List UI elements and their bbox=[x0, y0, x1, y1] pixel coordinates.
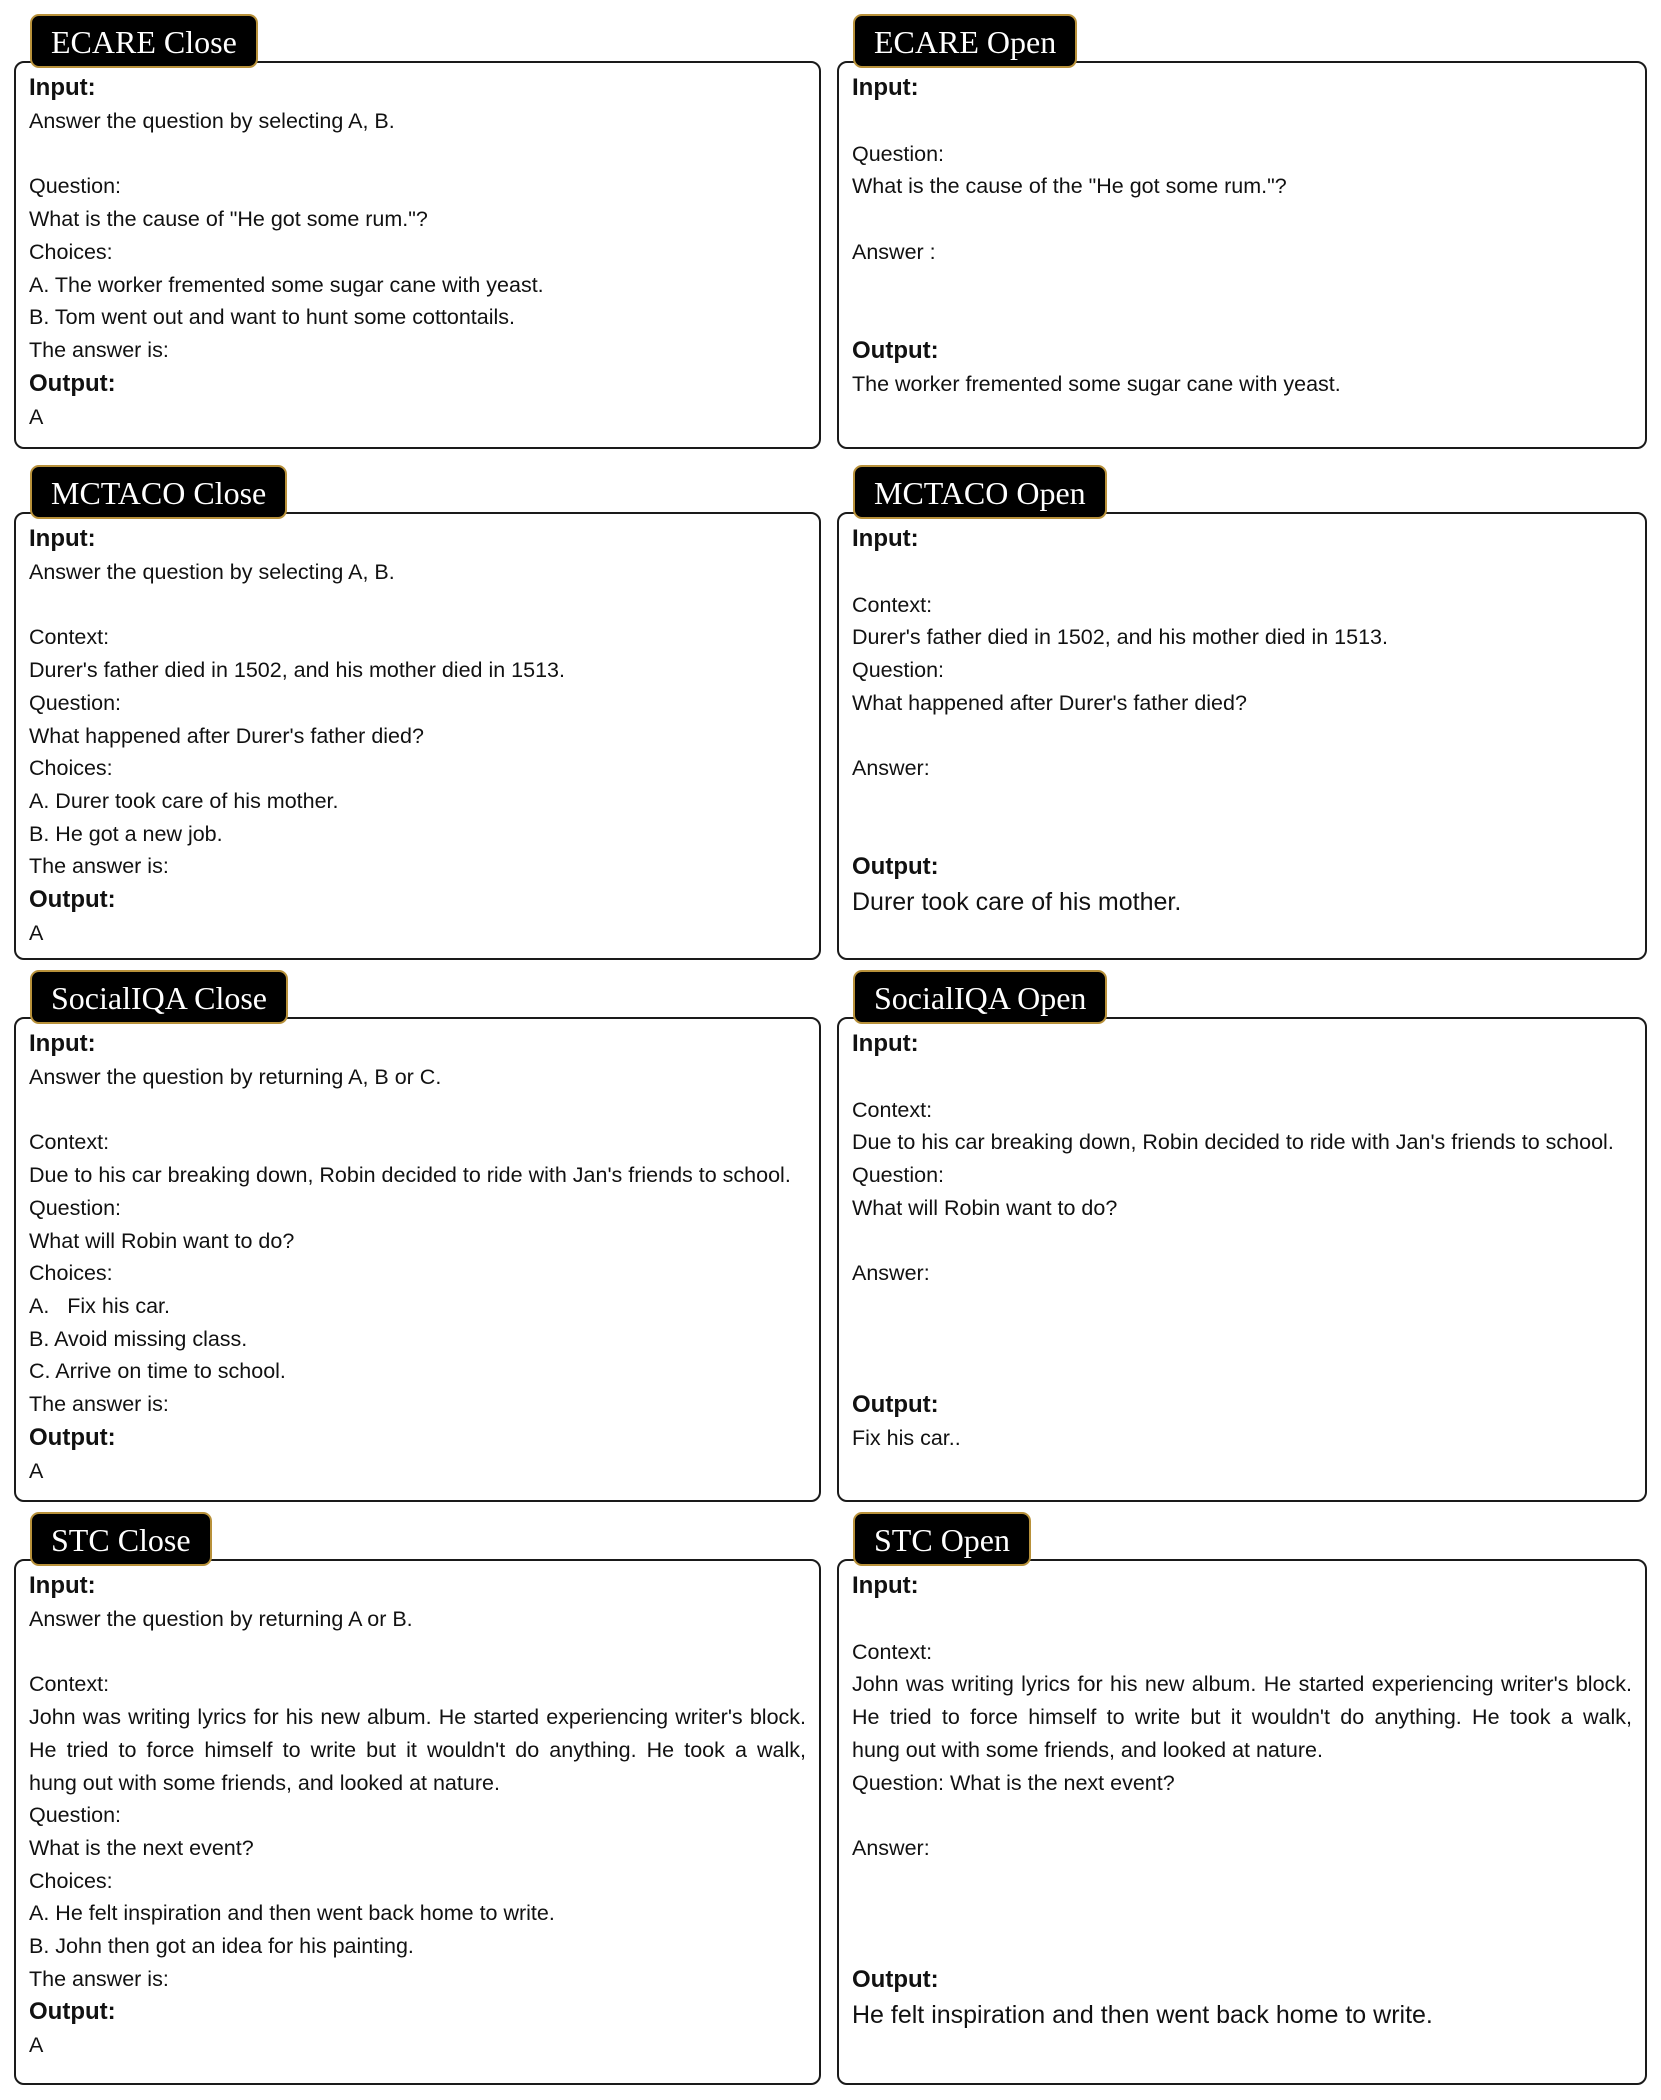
choice-a: A. Durer took care of his mother. bbox=[29, 788, 339, 813]
panel-box bbox=[837, 512, 1647, 960]
input-label: Input: bbox=[29, 525, 96, 552]
output-value: A bbox=[29, 1458, 44, 1483]
context-label: Context: bbox=[29, 625, 110, 650]
instruction: Answer the question by selecting A, B. bbox=[29, 109, 395, 133]
choice-b: B. Tom went out and want to hunt some cottontails. bbox=[29, 305, 516, 330]
question: Question: What is the next event? bbox=[852, 1770, 1175, 1795]
choice-c: C. Arrive on time to school. bbox=[29, 1359, 286, 1384]
spacer bbox=[852, 203, 1632, 236]
question: What happened after Durer's father died? bbox=[29, 723, 424, 748]
question-label: Question: bbox=[852, 1163, 945, 1188]
spacer bbox=[852, 1061, 1632, 1094]
output-label: Output: bbox=[852, 1390, 939, 1418]
input-label: Input: bbox=[852, 1572, 919, 1599]
panel-box bbox=[14, 512, 821, 960]
answer-label: Answer: bbox=[852, 1835, 930, 1860]
context-line-1: John was writing lyrics for his new album. He started experiencing writer's block. bbox=[852, 1672, 1632, 1697]
question-label: Question: bbox=[29, 1195, 122, 1220]
panel-title: MCTACO Open bbox=[853, 465, 1107, 519]
choices-label: Choices: bbox=[29, 1868, 113, 1893]
question-label: Question: bbox=[852, 141, 945, 166]
spacer bbox=[852, 818, 1632, 851]
output-label: Output: bbox=[852, 1965, 939, 1993]
panel-box bbox=[837, 1559, 1647, 2085]
answer-prompt: The answer is: bbox=[29, 854, 169, 879]
output-value: Durer took care of his mother. bbox=[852, 888, 1182, 917]
panel-title: STC Open bbox=[853, 1512, 1031, 1566]
output-label: Output: bbox=[29, 886, 116, 914]
choice-b: B. Avoid missing class. bbox=[29, 1326, 248, 1351]
spacer bbox=[852, 1799, 1632, 1832]
panel-box bbox=[14, 1559, 821, 2085]
instruction: Answer the question by selecting A, B. bbox=[29, 560, 395, 584]
input-label: Input: bbox=[852, 1030, 919, 1057]
choices-label: Choices: bbox=[29, 1261, 113, 1286]
answer-label: Answer: bbox=[852, 1261, 930, 1286]
question-label: Question: bbox=[29, 1803, 122, 1828]
panel-title: ECARE Close bbox=[30, 14, 258, 68]
panel-box bbox=[837, 1017, 1647, 1502]
panel-ecare-open bbox=[837, 14, 1647, 449]
spacer bbox=[852, 301, 1632, 334]
question: What happened after Durer's father died? bbox=[852, 690, 1247, 715]
context: Due to his car breaking down, Robin decided to ride with Jan's friends to school. bbox=[852, 1130, 1614, 1155]
question: What will Robin want to do? bbox=[29, 1228, 295, 1253]
spacer bbox=[852, 785, 1632, 818]
panel-title: SocialIQA Open bbox=[853, 970, 1107, 1024]
panel-socialiqa-open bbox=[837, 970, 1647, 1502]
output-label: Output: bbox=[852, 336, 939, 364]
panel-mctaco-open bbox=[837, 465, 1647, 960]
context-label: Context: bbox=[29, 1672, 110, 1697]
panel-stc-open bbox=[837, 1512, 1647, 2085]
context-label: Context: bbox=[852, 1097, 933, 1122]
output-label: Output: bbox=[29, 369, 116, 397]
answer-prompt: The answer is: bbox=[29, 1966, 169, 1991]
context-line-3: hung out with some friends, and looked at nature. bbox=[852, 1737, 1323, 1762]
context-label: Context: bbox=[852, 1639, 933, 1664]
context-line-1: John was writing lyrics for his new album. He started experiencing writer's block. bbox=[29, 1705, 806, 1730]
output-value: He felt inspiration and then went back home to write. bbox=[852, 2000, 1433, 2029]
context-line-3: hung out with some friends, and looked at nature. bbox=[29, 1770, 500, 1795]
spacer bbox=[29, 1094, 806, 1127]
panel-box bbox=[14, 61, 821, 449]
output-label: Output: bbox=[29, 1423, 116, 1451]
spacer bbox=[852, 268, 1632, 301]
question-label: Question: bbox=[29, 174, 122, 199]
answer-prompt: The answer is: bbox=[29, 1392, 169, 1417]
choice-b: B. He got a new job. bbox=[29, 821, 223, 846]
context: Durer's father died in 1502, and his mother died in 1513. bbox=[29, 658, 565, 683]
instruction: Answer the question by returning A or B. bbox=[29, 1607, 413, 1631]
panel-socialiqa-close bbox=[14, 970, 821, 1502]
spacer bbox=[852, 1603, 1632, 1636]
spacer bbox=[852, 556, 1632, 589]
question: What is the next event? bbox=[29, 1835, 254, 1860]
spacer bbox=[852, 1355, 1632, 1388]
choice-a: A. Fix his car. bbox=[29, 1293, 170, 1318]
panel-box bbox=[14, 1017, 821, 1502]
question: What is the cause of "He got some rum."? bbox=[29, 207, 428, 232]
input-label: Input: bbox=[852, 74, 919, 101]
spacer bbox=[29, 138, 806, 171]
output-value: A bbox=[29, 921, 44, 946]
context-label: Context: bbox=[852, 592, 933, 617]
spacer bbox=[29, 589, 806, 622]
output-value: A bbox=[29, 404, 44, 429]
question: What is the cause of the "He got some rum."? bbox=[852, 174, 1287, 199]
input-label: Input: bbox=[852, 525, 919, 552]
input-label: Input: bbox=[29, 1572, 96, 1599]
answer-label: Answer: bbox=[852, 756, 930, 781]
choice-a: A. He felt inspiration and then went back home to write. bbox=[29, 1901, 555, 1926]
context: Due to his car breaking down, Robin decided to ride with Jan's friends to school. bbox=[29, 1163, 791, 1188]
panel-title: SocialIQA Close bbox=[30, 970, 288, 1024]
context-label: Context: bbox=[29, 1130, 110, 1155]
spacer bbox=[29, 1636, 806, 1669]
output-value: Fix his car.. bbox=[852, 1425, 961, 1450]
spacer bbox=[852, 1323, 1632, 1356]
spacer bbox=[852, 1290, 1632, 1323]
output-value: A bbox=[29, 2033, 44, 2058]
spacer bbox=[852, 1930, 1632, 1963]
panel-title: MCTACO Close bbox=[30, 465, 287, 519]
panel-stc-close bbox=[14, 1512, 821, 2085]
output-value: The worker fremented some sugar cane with yeast. bbox=[852, 371, 1341, 396]
spacer bbox=[852, 105, 1632, 138]
input-label: Input: bbox=[29, 74, 96, 101]
answer-label: Answer : bbox=[852, 239, 936, 264]
context-line-2: He tried to force himself to write but it wouldn't do anything. He took a walk, bbox=[852, 1705, 1632, 1730]
choices-label: Choices: bbox=[29, 239, 113, 264]
context: Durer's father died in 1502, and his mother died in 1513. bbox=[852, 625, 1388, 650]
input-label: Input: bbox=[29, 1030, 96, 1057]
output-label: Output: bbox=[29, 1998, 116, 2026]
spacer bbox=[852, 1225, 1632, 1258]
choice-a: A. The worker fremented some sugar cane with yeast. bbox=[29, 272, 544, 297]
panel-box bbox=[837, 61, 1647, 449]
question-label: Question: bbox=[852, 658, 945, 683]
context-line-2: He tried to force himself to write but it wouldn't do anything. He took a walk, bbox=[29, 1737, 806, 1762]
choice-b: B. John then got an idea for his painting. bbox=[29, 1934, 414, 1959]
panel-mctaco-close bbox=[14, 465, 821, 960]
panel-title: ECARE Open bbox=[853, 14, 1077, 68]
question: What will Robin want to do? bbox=[852, 1195, 1118, 1220]
spacer bbox=[852, 1897, 1632, 1930]
panel-title: STC Close bbox=[30, 1512, 212, 1566]
spacer bbox=[852, 720, 1632, 753]
spacer bbox=[852, 1865, 1632, 1898]
question-label: Question: bbox=[29, 690, 122, 715]
instruction: Answer the question by returning A, B or C. bbox=[29, 1065, 442, 1089]
panel-ecare-close bbox=[14, 14, 821, 449]
output-label: Output: bbox=[852, 853, 939, 881]
answer-prompt: The answer is: bbox=[29, 337, 169, 362]
choices-label: Choices: bbox=[29, 756, 113, 781]
